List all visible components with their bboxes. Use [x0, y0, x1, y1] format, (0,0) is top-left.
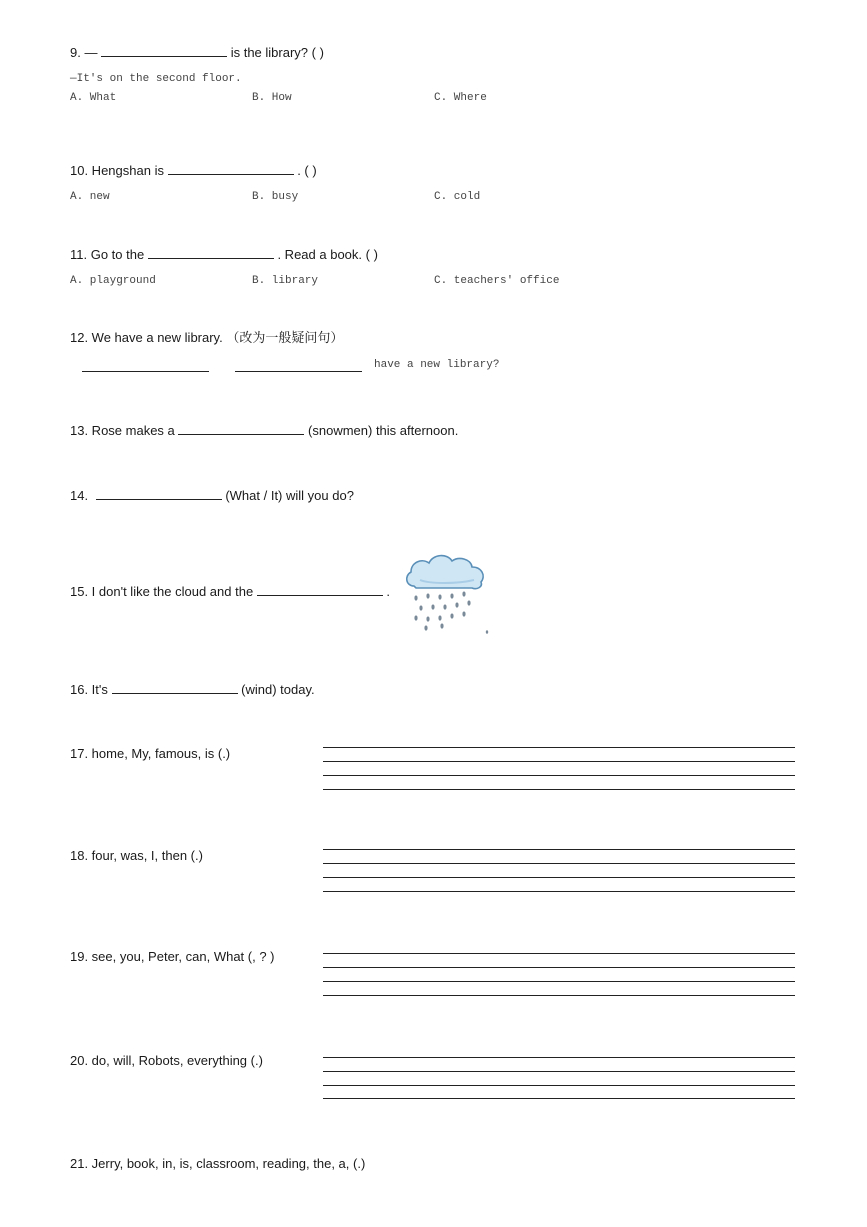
- answer-blank[interactable]: [178, 422, 304, 435]
- question-11: [70, 246, 378, 263]
- answer-blank[interactable]: [82, 371, 209, 372]
- writing-line: [323, 789, 795, 790]
- option-b[interactable]: B. busy: [252, 191, 299, 203]
- writing-line: [323, 995, 795, 996]
- writing-line: [323, 1085, 795, 1086]
- rain-cloud-icon: [402, 550, 492, 636]
- answer-blank[interactable]: [148, 246, 274, 259]
- question-12: 12. We have a new library. （改为一般疑问句）: [70, 330, 344, 345]
- writing-line: [323, 1071, 795, 1072]
- question-15: [70, 583, 390, 600]
- writing-line: [323, 1098, 795, 1099]
- question-10-prefix: 10. Hengshan is: [70, 163, 164, 178]
- question-14-prefix: 14.: [70, 488, 89, 503]
- question-9-suffix: is the library? ( ): [230, 45, 324, 60]
- question-16-prefix: 16. It's: [70, 682, 108, 697]
- writing-line: [323, 775, 795, 776]
- question-14-suffix: (What / It) will you do?: [225, 488, 354, 503]
- question-9: [70, 44, 324, 61]
- question-15-suffix: .: [386, 584, 391, 599]
- question-14: [70, 487, 354, 504]
- writing-line: [323, 967, 795, 968]
- question-11-prefix: 11. Go to the: [70, 247, 145, 262]
- option-c[interactable]: C. Where: [434, 92, 487, 104]
- answer-blank[interactable]: [112, 681, 238, 694]
- writing-line: [323, 863, 795, 864]
- answer-blank[interactable]: [96, 487, 222, 500]
- option-c[interactable]: C. teachers' office: [434, 275, 560, 287]
- question-20: 20. do, will, Robots, everything (.): [70, 1053, 263, 1068]
- answer-blank[interactable]: [168, 162, 294, 175]
- question-18: 18. four, was, I, then (.): [70, 848, 203, 863]
- option-b[interactable]: B. library: [252, 275, 319, 287]
- option-a[interactable]: A. new: [70, 191, 110, 203]
- question-15-prefix: 15. I don't like the cloud and the: [70, 584, 254, 599]
- writing-line: [323, 1057, 795, 1058]
- question-19: 19. see, you, Peter, can, What (, ? ): [70, 949, 275, 964]
- question-13-prefix: 13. Rose makes a: [70, 423, 175, 438]
- writing-line: [323, 891, 795, 892]
- answer-blank[interactable]: [101, 44, 227, 57]
- question-10: [70, 162, 317, 179]
- question-9-answer-line: —It's on the second floor.: [70, 73, 242, 85]
- question-16-suffix: (wind) today.: [241, 682, 315, 697]
- question-17: 17. home, My, famous, is (.): [70, 746, 231, 761]
- writing-line: [323, 761, 795, 762]
- writing-line: [323, 953, 795, 954]
- question-21: 21. Jerry, book, in, is, classroom, reading, the, a, (.): [70, 1156, 366, 1171]
- question-12-tail: have a new library?: [374, 359, 500, 371]
- question-16: [70, 681, 315, 698]
- option-b[interactable]: B. How: [252, 92, 292, 104]
- option-a[interactable]: A. What: [70, 92, 117, 104]
- question-11-suffix: . Read a book. ( ): [277, 247, 378, 262]
- question-13-suffix: (snowmen) this afternoon.: [308, 423, 459, 438]
- answer-blank[interactable]: [235, 371, 362, 372]
- question-13: [70, 422, 458, 439]
- writing-line: [323, 747, 795, 748]
- question-10-suffix: . ( ): [297, 163, 317, 178]
- writing-line: [323, 981, 795, 982]
- option-c[interactable]: C. cold: [434, 191, 481, 203]
- option-a[interactable]: A. playground: [70, 275, 156, 287]
- answer-blank[interactable]: [257, 583, 383, 596]
- writing-line: [323, 849, 795, 850]
- writing-line: [323, 877, 795, 878]
- question-9-prefix: 9. —: [70, 45, 98, 60]
